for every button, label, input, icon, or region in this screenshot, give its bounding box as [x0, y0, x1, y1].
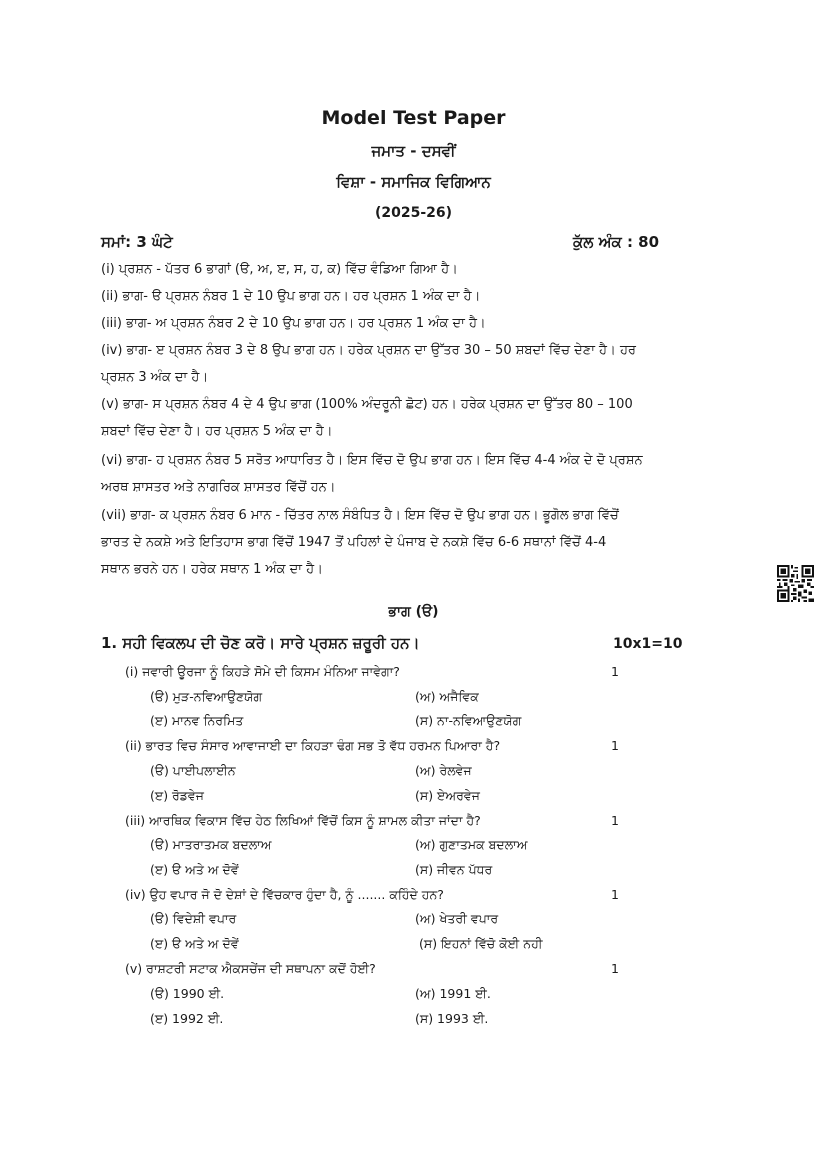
mcq-option: (ਸ) ਏਅਰਵੇਜ [415, 788, 480, 803]
mcq-question: (iii) ਆਰਥਿਕ ਵਿਕਾਸ ਵਿੱਚ ਹੇਠ ਲਿਖਿਆਂ ਵਿੱਚੋਂ ਕਿਸ ਨੂੰ ਸ਼ਾਮਲ ਕੀਤਾ ਜਾਂਦਾ ਹੈ? [125, 813, 481, 828]
paper-title: Model Test Paper [321, 107, 506, 129]
mcq-option: (ੲ) 1992 ਈ. [150, 1011, 224, 1026]
mcq-option: (ੲ) ਰੋਡਵੇਜ [150, 788, 204, 803]
mcq-option: (ਅ) 1991 ਈ. [415, 986, 491, 1001]
instruction-line: ਸ਼ਬਦਾਂ ਵਿੱਚ ਦੇਣਾ ਹੈ। ਹਰ ਪ੍ਰਸ਼ਨ 5 ਅੰਕ ਦਾ ਹੈ। [101, 424, 333, 439]
mcq-question: (iv) ਉਹ ਵਪਾਰ ਜੋ ਦੋ ਦੇਸ਼ਾਂ ਦੇ ਵਿੱਚਕਾਰ ਹੁੰਦਾ ਹੈ, ਨੂੰ ....... ਕਹਿੰਦੇ ਹਨ? [125, 887, 444, 902]
class-line: ਜਮਾਤ - ਦਸਵੀਂ [371, 142, 456, 160]
mcq-option: (ੲ) ਮਾਨਵ ਨਿਰਮਿਤ [150, 713, 244, 728]
section-title: ਭਾਗ (ੳ) [388, 604, 439, 620]
instruction-line: ਸਥਾਨ ਭਰਨੇ ਹਨ। ਹਰੇਕ ਸਥਾਨ 1 ਅੰਕ ਦਾ ਹੈ। [101, 562, 323, 577]
mcq-option: (ਅ) ਰੇਲਵੇਜ [415, 763, 472, 778]
mcq-option: (ੳ) 1990 ਈ. [150, 986, 225, 1001]
instruction-line: (iii) ਭਾਗ- ਅ ਪ੍ਰਸ਼ਨ ਨੰਬਰ 2 ਦੇ 10 ਉਪ ਭਾਗ ਹਨ। ਹਰ ਪ੍ਰਸ਼ਨ 1 ਅੰਕ ਦਾ ਹੈ। [101, 316, 486, 331]
qr-code-icon [777, 565, 814, 602]
total-marks: ਕੁੱਲ ਅੰਕ : 80 [573, 233, 660, 251]
instruction-line: ਭਾਰਤ ਦੇ ਨਕਸ਼ੇ ਅਤੇ ਇਤਿਹਾਸ ਭਾਗ ਵਿੱਚੋਂ 1947 ਤੋਂ ਪਹਿਲਾਂ ਦੇ ਪੰਜਾਬ ਦੇ ਨਕਸ਼ੇ ਵਿੱਚ 6-6 ਸਥਾਨਾਂ ਵਿੱਚੋਂ 4-4 [101, 535, 607, 550]
mcq-question: (ii) ਭਾਰਤ ਵਿਚ ਸੰਸਾਰ ਆਵਾਜਾਈ ਦਾ ਕਿਹੜਾ ਢੰਗ ਸਭ ਤੋ ਵੱਧ ਹਰਮਨ ਪਿਆਰਾ ਹੈ? [125, 738, 501, 753]
mcq-option: (ਅ) ਅਜੈਵਿਕ [415, 689, 479, 704]
instruction-line: (i) ਪ੍ਰਸ਼ਨ - ਪੱਤਰ 6 ਭਾਗਾਂ (ੳ, ਅ, ੲ, ਸ, ਹ, ਕ) ਵਿੱਚ ਵੰਡਿਆ ਗਿਆ ਹੈ। [101, 262, 458, 277]
instruction-line: (iv) ਭਾਗ- ੲ ਪ੍ਰਸ਼ਨ ਨੰਬਰ 3 ਦੇ 8 ਉਪ ਭਾਗ ਹਨ। ਹਰੇਕ ਪ੍ਰਸ਼ਨ ਦਾ ਉੱਤਰ 30 – 50 ਸ਼ਬਦਾਂ ਵਿੱਚ ਦੇਣਾ ਹੈ। ਹਰ [101, 343, 636, 358]
question-heading: 1. ਸਹੀ ਵਿਕਲਪ ਦੀ ਚੋਣ ਕਰੋ। ਸਾਰੇ ਪ੍ਰਸ਼ਨ ਜ਼ਰੂਰੀ ਹਨ। [101, 634, 420, 652]
time-allowed: ਸਮਾਂ: 3 ਘੰਟੇ [101, 233, 173, 251]
mcq-question: (i) ਜਵਾਰੀ ਊਰਜਾ ਨੂੰ ਕਿਹੜੇ ਸੋਮੇ ਦੀ ਕਿਸਮ ਮੰਨਿਆ ਜਾਵੇਗਾ? [125, 664, 400, 679]
question-marks: 10x1=10 [613, 636, 683, 652]
mcq-option: (ਸ) ਇਹਨਾਂ ਵਿੱਚੋ ਕੋਈ ਨਹੀ [419, 936, 543, 951]
subject-line: ਵਿਸ਼ਾ - ਸਮਾਜਿਕ ਵਿਗਿਆਨ [336, 173, 491, 191]
mcq-mark: 1 [611, 887, 619, 902]
session-line: (2025-26) [374, 205, 453, 221]
mcq-mark: 1 [611, 738, 619, 753]
instruction-line: (ii) ਭਾਗ- ੳ ਪ੍ਰਸ਼ਨ ਨੰਬਰ 1 ਦੇ 10 ਉਪ ਭਾਗ ਹਨ। ਹਰ ਪ੍ਰਸ਼ਨ 1 ਅੰਕ ਦਾ ਹੈ। [101, 289, 481, 304]
instruction-line: ਪ੍ਰਸ਼ਨ 3 ਅੰਕ ਦਾ ਹੈ। [101, 370, 209, 385]
mcq-mark: 1 [611, 813, 619, 828]
mcq-option: (ਸ) ਜੀਵਨ ਪੱਧਰ [415, 862, 493, 877]
mcq-option: (ਅ) ਗੁਣਾਤਮਕ ਬਦਲਾਅ [415, 837, 528, 852]
mcq-option: (ਸ) ਨਾ-ਨਵਿਆਉਣਯੋਗ [415, 713, 522, 728]
instruction-line: ਅਰਥ ਸ਼ਾਸਤਰ ਅਤੇ ਨਾਗਰਿਕ ਸ਼ਾਸਤਰ ਵਿੱਚੋਂ ਹਨ। [101, 480, 336, 495]
mcq-option: (ਸ) 1993 ਈ. [415, 1011, 489, 1026]
mcq-option: (ੳ) ਮਾਤਰਾਤਮਕ ਬਦਲਾਅ [150, 837, 272, 852]
mcq-option: (ੳ) ਵਿਦੇਸ਼ੀ ਵਪਾਰ [150, 911, 237, 926]
mcq-question: (v) ਰਾਸ਼ਟਰੀ ਸਟਾਕ ਐਕਸਚੇਂਜ ਦੀ ਸਥਾਪਨਾ ਕਦੋਂ ਹੋਈ? [125, 961, 376, 976]
mcq-option: (ਅ) ਖੇਤਰੀ ਵਪਾਰ [415, 911, 499, 926]
mcq-option: (ੲ) ੳ ਅਤੇ ਅ ਦੋਵੇਂ [150, 862, 239, 877]
mcq-option: (ੲ) ੳ ਅਤੇ ਅ ਦੋਵੇਂ [150, 936, 239, 951]
instruction-line: (vii) ਭਾਗ- ਕ ਪ੍ਰਸ਼ਨ ਨੰਬਰ 6 ਮਾਨ - ਚਿੱਤਰ ਨਾਲ ਸੰਬੰਧਿਤ ਹੈ। ਇਸ ਵਿੱਚ ਦੋ ਉਪ ਭਾਗ ਹਨ। ਭੂਗੋਲ ਭਾਗ ਵਿੱਚੋਂ [101, 508, 619, 523]
mcq-mark: 1 [611, 961, 619, 976]
instruction-line: (v) ਭਾਗ- ਸ ਪ੍ਰਸ਼ਨ ਨੰਬਰ 4 ਦੇ 4 ਉਪ ਭਾਗ (100% ਅੰਦਰੂਨੀ ਛੋਟ) ਹਨ। ਹਰੇਕ ਪ੍ਰਸ਼ਨ ਦਾ ਉੱਤਰ 80 – 100 [101, 397, 633, 412]
mcq-mark: 1 [611, 664, 619, 679]
mcq-option: (ੳ) ਪਾਈਪਲਾਈਨ [150, 763, 236, 778]
mcq-option: (ੳ) ਮੁੜ-ਨਵਿਆਉਣਯੋਗ [150, 689, 263, 704]
instruction-line: (vi) ਭਾਗ- ਹ ਪ੍ਰਸ਼ਨ ਨੰਬਰ 5 ਸਰੋਤ ਆਧਾਰਿਤ ਹੈ। ਇਸ ਵਿੱਚ ਦੋ ਉਪ ਭਾਗ ਹਨ। ਇਸ ਵਿੱਚ 4-4 ਅੰਕ ਦੇ ਦੋ ਪ੍ਰਸ਼ਨ [101, 453, 643, 468]
